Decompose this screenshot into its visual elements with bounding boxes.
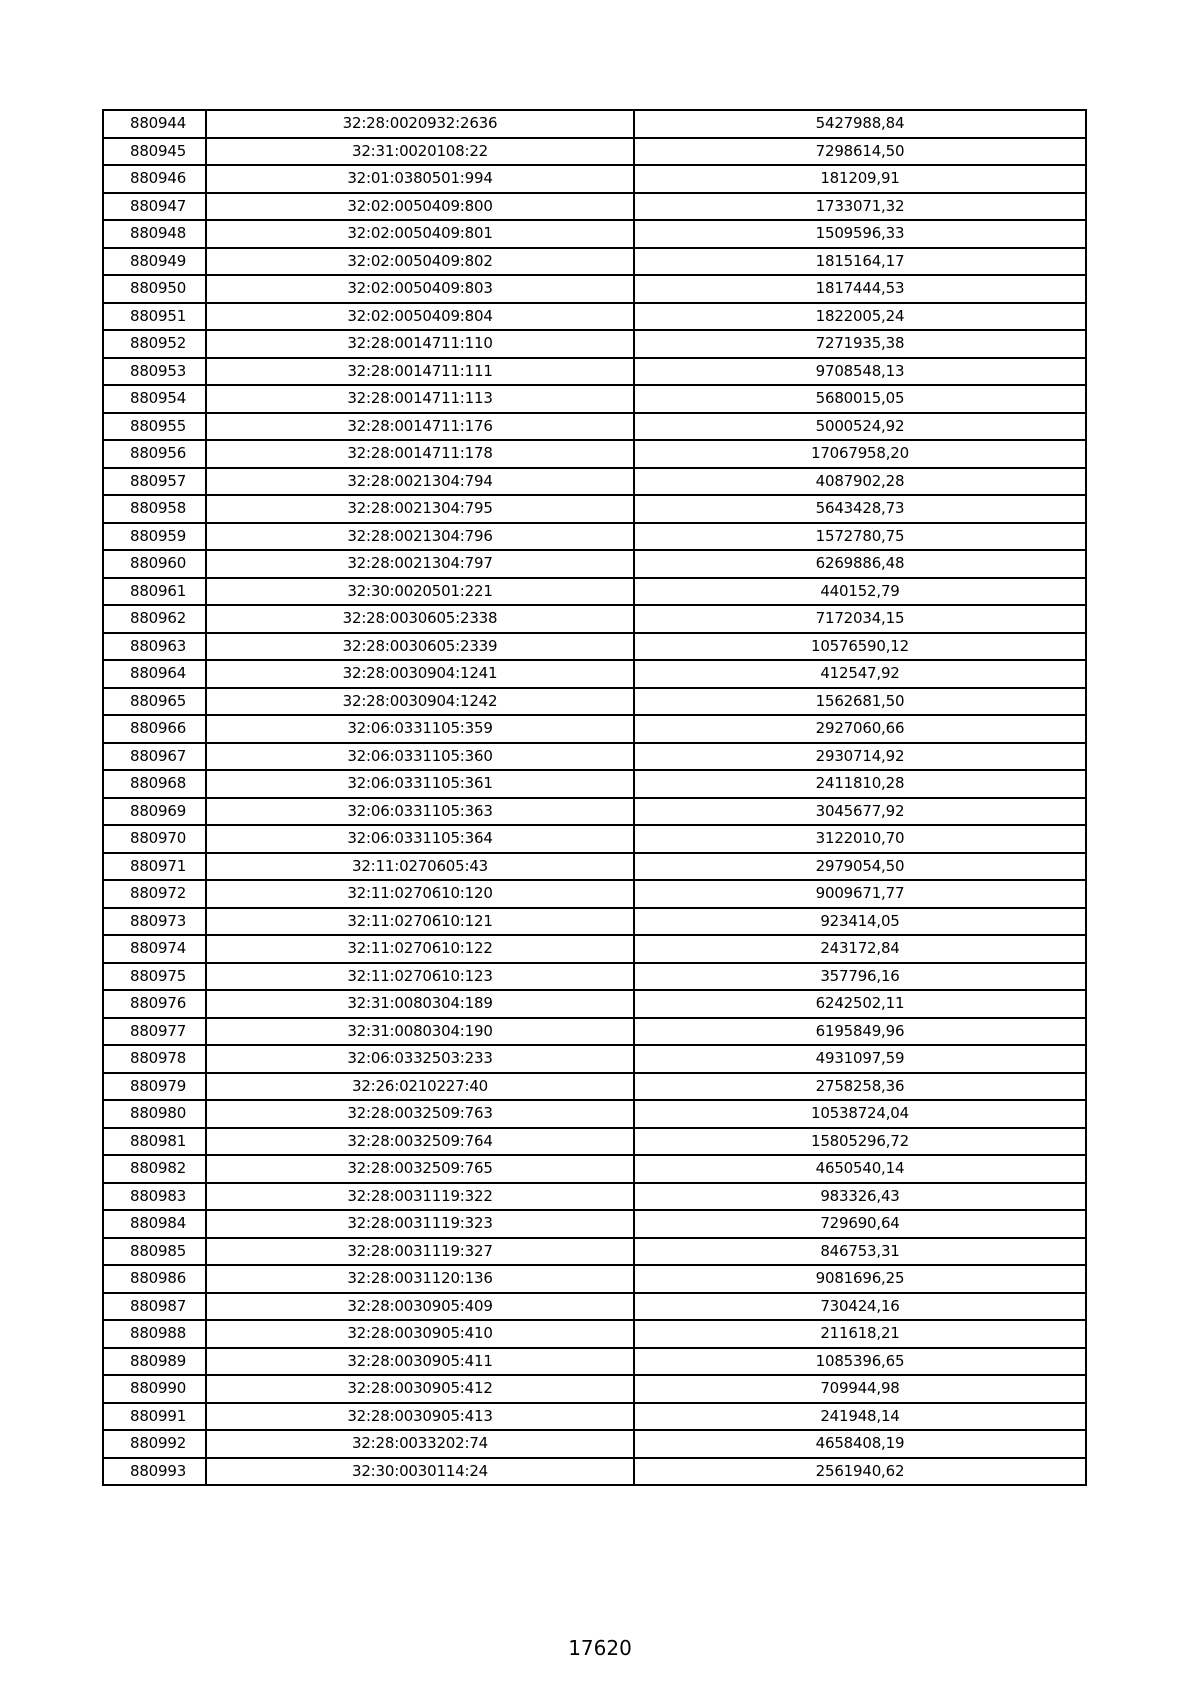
table-row bbox=[103, 990, 1086, 1018]
table-row bbox=[103, 550, 1086, 578]
row-number-cell: 880948 bbox=[103, 220, 206, 248]
table-row bbox=[103, 1210, 1086, 1238]
cadastral-number-cell: 32:26:0210227:40 bbox=[206, 1073, 634, 1101]
row-number-cell: 880946 bbox=[103, 165, 206, 193]
row-number-cell: 880974 bbox=[103, 935, 206, 963]
table-row bbox=[103, 1348, 1086, 1376]
cadastral-number-cell: 32:11:0270610:121 bbox=[206, 908, 634, 936]
value-cell: 357796,16 bbox=[634, 963, 1086, 991]
row-number-cell: 880990 bbox=[103, 1375, 206, 1403]
row-number-cell: 880973 bbox=[103, 908, 206, 936]
cadastral-number-cell: 32:28:0030605:2338 bbox=[206, 605, 634, 633]
cadastral-number-cell: 32:06:0331105:359 bbox=[206, 715, 634, 743]
table-row bbox=[103, 825, 1086, 853]
cadastral-number-cell: 32:28:0031120:136 bbox=[206, 1265, 634, 1293]
table-row bbox=[103, 138, 1086, 166]
row-number-cell: 880984 bbox=[103, 1210, 206, 1238]
value-cell: 1572780,75 bbox=[634, 523, 1086, 551]
value-cell: 181209,91 bbox=[634, 165, 1086, 193]
row-number-cell: 880988 bbox=[103, 1320, 206, 1348]
value-cell: 241948,14 bbox=[634, 1403, 1086, 1431]
cadastral-number-cell: 32:11:0270605:43 bbox=[206, 853, 634, 881]
cadastral-number-cell: 32:01:0380501:994 bbox=[206, 165, 634, 193]
value-cell: 5680015,05 bbox=[634, 385, 1086, 413]
row-number-cell: 880944 bbox=[103, 110, 206, 138]
value-cell: 5643428,73 bbox=[634, 495, 1086, 523]
cadastral-number-cell: 32:28:0021304:794 bbox=[206, 468, 634, 496]
value-cell: 4087902,28 bbox=[634, 468, 1086, 496]
cadastral-number-cell: 32:11:0270610:123 bbox=[206, 963, 634, 991]
row-number-cell: 880991 bbox=[103, 1403, 206, 1431]
row-number-cell: 880965 bbox=[103, 688, 206, 716]
row-number-cell: 880986 bbox=[103, 1265, 206, 1293]
cadastral-number-cell: 32:06:0331105:360 bbox=[206, 743, 634, 771]
value-cell: 2927060,66 bbox=[634, 715, 1086, 743]
table-row bbox=[103, 578, 1086, 606]
cadastral-number-cell: 32:28:0014711:111 bbox=[206, 358, 634, 386]
value-cell: 4650540,14 bbox=[634, 1155, 1086, 1183]
table-row bbox=[103, 303, 1086, 331]
table-row bbox=[103, 633, 1086, 661]
cadastral-number-cell: 32:28:0030904:1241 bbox=[206, 660, 634, 688]
value-cell: 923414,05 bbox=[634, 908, 1086, 936]
table-row bbox=[103, 853, 1086, 881]
row-number-cell: 880989 bbox=[103, 1348, 206, 1376]
row-number-cell: 880947 bbox=[103, 193, 206, 221]
value-cell: 2979054,50 bbox=[634, 853, 1086, 881]
table-row bbox=[103, 1430, 1086, 1458]
cadastral-number-cell: 32:28:0030605:2339 bbox=[206, 633, 634, 661]
value-cell: 1733071,32 bbox=[634, 193, 1086, 221]
table-row bbox=[103, 220, 1086, 248]
row-number-cell: 880958 bbox=[103, 495, 206, 523]
row-number-cell: 880979 bbox=[103, 1073, 206, 1101]
cadastral-number-cell: 32:31:0080304:190 bbox=[206, 1018, 634, 1046]
table-row bbox=[103, 963, 1086, 991]
value-cell: 6195849,96 bbox=[634, 1018, 1086, 1046]
value-cell: 709944,98 bbox=[634, 1375, 1086, 1403]
table-body bbox=[103, 110, 1086, 1485]
value-cell: 9081696,25 bbox=[634, 1265, 1086, 1293]
value-cell: 1509596,33 bbox=[634, 220, 1086, 248]
value-cell: 440152,79 bbox=[634, 578, 1086, 606]
row-number-cell: 880976 bbox=[103, 990, 206, 1018]
cadastral-number-cell: 32:28:0031119:323 bbox=[206, 1210, 634, 1238]
cadastral-number-cell: 32:28:0031119:327 bbox=[206, 1238, 634, 1266]
row-number-cell: 880970 bbox=[103, 825, 206, 853]
table-row bbox=[103, 440, 1086, 468]
row-number-cell: 880955 bbox=[103, 413, 206, 441]
value-cell: 2411810,28 bbox=[634, 770, 1086, 798]
cadastral-number-cell: 32:28:0030905:410 bbox=[206, 1320, 634, 1348]
value-cell: 1822005,24 bbox=[634, 303, 1086, 331]
table-row bbox=[103, 1293, 1086, 1321]
value-cell: 7172034,15 bbox=[634, 605, 1086, 633]
row-number-cell: 880987 bbox=[103, 1293, 206, 1321]
value-cell: 1817444,53 bbox=[634, 275, 1086, 303]
value-cell: 243172,84 bbox=[634, 935, 1086, 963]
table-row bbox=[103, 935, 1086, 963]
value-cell: 15805296,72 bbox=[634, 1128, 1086, 1156]
table-row bbox=[103, 1155, 1086, 1183]
cadastral-number-cell: 32:28:0021304:796 bbox=[206, 523, 634, 551]
row-number-cell: 880969 bbox=[103, 798, 206, 826]
value-cell: 3045677,92 bbox=[634, 798, 1086, 826]
value-cell: 4931097,59 bbox=[634, 1045, 1086, 1073]
value-cell: 5000524,92 bbox=[634, 413, 1086, 441]
page-number: 17620 bbox=[568, 1636, 632, 1660]
cadastral-number-cell: 32:28:0030905:413 bbox=[206, 1403, 634, 1431]
value-cell: 5427988,84 bbox=[634, 110, 1086, 138]
row-number-cell: 880964 bbox=[103, 660, 206, 688]
row-number-cell: 880975 bbox=[103, 963, 206, 991]
table-row bbox=[103, 1375, 1086, 1403]
value-cell: 9708548,13 bbox=[634, 358, 1086, 386]
value-cell: 7271935,38 bbox=[634, 330, 1086, 358]
table-row bbox=[103, 193, 1086, 221]
table-row bbox=[103, 413, 1086, 441]
row-number-cell: 880957 bbox=[103, 468, 206, 496]
row-number-cell: 880967 bbox=[103, 743, 206, 771]
cadastral-number-cell: 32:02:0050409:804 bbox=[206, 303, 634, 331]
row-number-cell: 880993 bbox=[103, 1458, 206, 1486]
row-number-cell: 880978 bbox=[103, 1045, 206, 1073]
cadastral-number-cell: 32:28:0021304:795 bbox=[206, 495, 634, 523]
cadastral-value-table bbox=[102, 109, 1087, 1486]
row-number-cell: 880956 bbox=[103, 440, 206, 468]
row-number-cell: 880981 bbox=[103, 1128, 206, 1156]
value-cell: 10576590,12 bbox=[634, 633, 1086, 661]
table-row bbox=[103, 688, 1086, 716]
cadastral-number-cell: 32:30:0020501:221 bbox=[206, 578, 634, 606]
value-cell: 2561940,62 bbox=[634, 1458, 1086, 1486]
table-row bbox=[103, 1018, 1086, 1046]
table-row bbox=[103, 1238, 1086, 1266]
row-number-cell: 880950 bbox=[103, 275, 206, 303]
table-row bbox=[103, 1403, 1086, 1431]
table-row bbox=[103, 1045, 1086, 1073]
value-cell: 17067958,20 bbox=[634, 440, 1086, 468]
value-cell: 211618,21 bbox=[634, 1320, 1086, 1348]
row-number-cell: 880966 bbox=[103, 715, 206, 743]
cadastral-number-cell: 32:11:0270610:122 bbox=[206, 935, 634, 963]
table-row bbox=[103, 605, 1086, 633]
cadastral-number-cell: 32:28:0014711:113 bbox=[206, 385, 634, 413]
value-cell: 6242502,11 bbox=[634, 990, 1086, 1018]
row-number-cell: 880961 bbox=[103, 578, 206, 606]
row-number-cell: 880959 bbox=[103, 523, 206, 551]
cadastral-number-cell: 32:28:0030905:409 bbox=[206, 1293, 634, 1321]
cadastral-number-cell: 32:30:0030114:24 bbox=[206, 1458, 634, 1486]
row-number-cell: 880968 bbox=[103, 770, 206, 798]
value-cell: 983326,43 bbox=[634, 1183, 1086, 1211]
cadastral-number-cell: 32:28:0014711:110 bbox=[206, 330, 634, 358]
row-number-cell: 880972 bbox=[103, 880, 206, 908]
row-number-cell: 880971 bbox=[103, 853, 206, 881]
cadastral-number-cell: 32:28:0032509:764 bbox=[206, 1128, 634, 1156]
table-row bbox=[103, 248, 1086, 276]
cadastral-number-cell: 32:28:0014711:176 bbox=[206, 413, 634, 441]
table-row bbox=[103, 165, 1086, 193]
table-row bbox=[103, 523, 1086, 551]
row-number-cell: 880992 bbox=[103, 1430, 206, 1458]
table-row bbox=[103, 110, 1086, 138]
cadastral-number-cell: 32:31:0020108:22 bbox=[206, 138, 634, 166]
cadastral-number-cell: 32:06:0331105:364 bbox=[206, 825, 634, 853]
row-number-cell: 880952 bbox=[103, 330, 206, 358]
value-cell: 729690,64 bbox=[634, 1210, 1086, 1238]
table-row bbox=[103, 1073, 1086, 1101]
value-cell: 1562681,50 bbox=[634, 688, 1086, 716]
row-number-cell: 880949 bbox=[103, 248, 206, 276]
table-row bbox=[103, 798, 1086, 826]
table-row bbox=[103, 385, 1086, 413]
table-row bbox=[103, 468, 1086, 496]
table-row bbox=[103, 770, 1086, 798]
cadastral-number-cell: 32:28:0032509:765 bbox=[206, 1155, 634, 1183]
value-cell: 3122010,70 bbox=[634, 825, 1086, 853]
row-number-cell: 880983 bbox=[103, 1183, 206, 1211]
cadastral-number-cell: 32:28:0021304:797 bbox=[206, 550, 634, 578]
cadastral-number-cell: 32:28:0032509:763 bbox=[206, 1100, 634, 1128]
cadastral-number-cell: 32:11:0270610:120 bbox=[206, 880, 634, 908]
table-row bbox=[103, 908, 1086, 936]
value-cell: 846753,31 bbox=[634, 1238, 1086, 1266]
cadastral-number-cell: 32:28:0030905:412 bbox=[206, 1375, 634, 1403]
value-cell: 2930714,92 bbox=[634, 743, 1086, 771]
cadastral-number-cell: 32:06:0332503:233 bbox=[206, 1045, 634, 1073]
row-number-cell: 880954 bbox=[103, 385, 206, 413]
value-cell: 10538724,04 bbox=[634, 1100, 1086, 1128]
table-row bbox=[103, 715, 1086, 743]
cadastral-number-cell: 32:28:0031119:322 bbox=[206, 1183, 634, 1211]
cadastral-number-cell: 32:28:0030905:411 bbox=[206, 1348, 634, 1376]
row-number-cell: 880982 bbox=[103, 1155, 206, 1183]
cadastral-number-cell: 32:28:0020932:2636 bbox=[206, 110, 634, 138]
table-row bbox=[103, 1320, 1086, 1348]
value-cell: 4658408,19 bbox=[634, 1430, 1086, 1458]
cadastral-number-cell: 32:06:0331105:363 bbox=[206, 798, 634, 826]
cadastral-number-cell: 32:28:0014711:178 bbox=[206, 440, 634, 468]
cadastral-number-cell: 32:02:0050409:801 bbox=[206, 220, 634, 248]
row-number-cell: 880980 bbox=[103, 1100, 206, 1128]
value-cell: 1815164,17 bbox=[634, 248, 1086, 276]
row-number-cell: 880951 bbox=[103, 303, 206, 331]
value-cell: 730424,16 bbox=[634, 1293, 1086, 1321]
table-row bbox=[103, 1128, 1086, 1156]
table-row bbox=[103, 1100, 1086, 1128]
value-cell: 7298614,50 bbox=[634, 138, 1086, 166]
cadastral-number-cell: 32:28:0033202:74 bbox=[206, 1430, 634, 1458]
table-row bbox=[103, 1183, 1086, 1211]
table-row bbox=[103, 660, 1086, 688]
table-row bbox=[103, 275, 1086, 303]
row-number-cell: 880945 bbox=[103, 138, 206, 166]
table-row bbox=[103, 495, 1086, 523]
row-number-cell: 880953 bbox=[103, 358, 206, 386]
row-number-cell: 880977 bbox=[103, 1018, 206, 1046]
table-row bbox=[103, 330, 1086, 358]
value-cell: 6269886,48 bbox=[634, 550, 1086, 578]
row-number-cell: 880962 bbox=[103, 605, 206, 633]
table-row bbox=[103, 1265, 1086, 1293]
cadastral-number-cell: 32:06:0331105:361 bbox=[206, 770, 634, 798]
value-cell: 9009671,77 bbox=[634, 880, 1086, 908]
cadastral-number-cell: 32:02:0050409:802 bbox=[206, 248, 634, 276]
cadastral-number-cell: 32:02:0050409:803 bbox=[206, 275, 634, 303]
value-cell: 2758258,36 bbox=[634, 1073, 1086, 1101]
table-row bbox=[103, 880, 1086, 908]
table-row bbox=[103, 358, 1086, 386]
cadastral-number-cell: 32:28:0030904:1242 bbox=[206, 688, 634, 716]
cadastral-number-cell: 32:31:0080304:189 bbox=[206, 990, 634, 1018]
value-cell: 412547,92 bbox=[634, 660, 1086, 688]
row-number-cell: 880963 bbox=[103, 633, 206, 661]
cadastral-number-cell: 32:02:0050409:800 bbox=[206, 193, 634, 221]
row-number-cell: 880960 bbox=[103, 550, 206, 578]
row-number-cell: 880985 bbox=[103, 1238, 206, 1266]
table-row bbox=[103, 743, 1086, 771]
table-row bbox=[103, 1458, 1086, 1486]
value-cell: 1085396,65 bbox=[634, 1348, 1086, 1376]
